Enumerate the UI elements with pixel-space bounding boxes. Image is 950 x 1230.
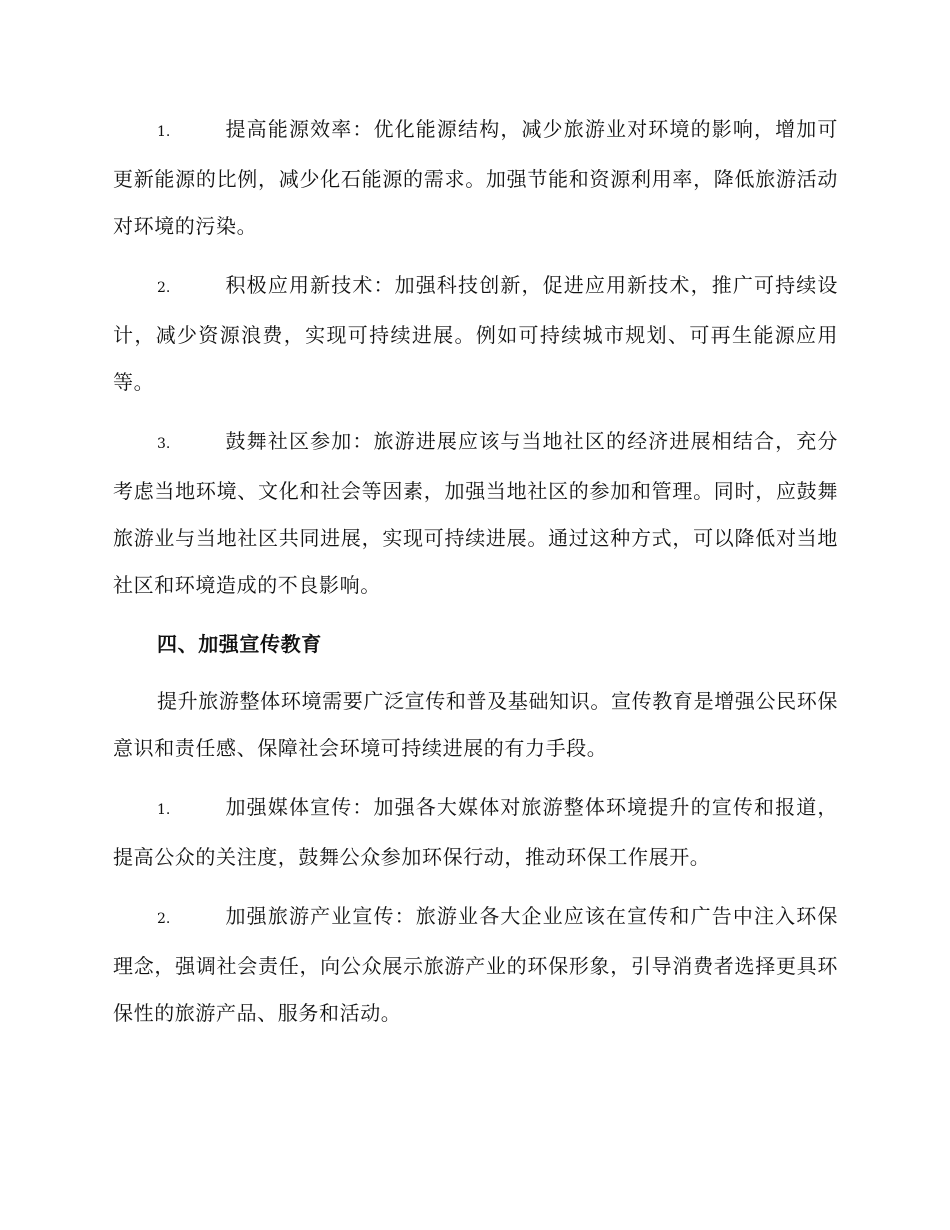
list-text: 积极应用新技术：加强科技创新，促进应用新技术，推广可持续设计，减少资源浪费，实现可持续进展。例如可持续城市规划、可再生能源应用等。 [113,273,838,394]
section-heading: 四、加强宣传教育 [157,632,322,656]
document-body [113,106,838,1049]
list-number: 1. [157,802,171,818]
list-number: 3. [157,436,171,452]
list-text: 提高能源效率：优化能源结构，减少旅游业对环境的影响，增加可更新能源的比例，减少化石能源的需求。加强节能和资源利用率，降低旅游活动对环境的污染。 [113,117,838,238]
list-number: 2. [157,280,171,296]
section-intro: 提升旅游整体环境需要广泛宣传和普及基础知识。宣传教育是增强公民环保意识和责任感、保障社会环境可持续进展的有力手段。 [113,689,838,760]
list-item [113,262,838,406]
list-number: 2. [157,911,171,927]
list-text: 加强旅游产业宣传：旅游业各大企业应该在宣传和广告中注入环保理念，强调社会责任，向公众展示旅游产业的环保形象，引导消费者选择更具环保性的旅游产品、服务和活动。 [113,904,838,1025]
list-text: 加强媒体宣传：加强各大媒体对旅游整体环境提升的宣传和报道，提高公众的关注度，鼓舞公众参加环保行动，推动环保工作展开。 [113,795,838,869]
list-number: 1. [157,124,171,140]
list-text: 鼓舞社区参加：旅游进展应该与当地社区的经济进展相结合，充分考虑当地环境、文化和社会等因素，加强当地社区的参加和管理。同时，应鼓舞旅游业与当地社区共同进展，实现可持续进展。通过这种方式，可以降低对当地社区和环境造成的不良影响。 [113,429,838,597]
list-item [113,893,838,1037]
list-item [113,106,838,250]
list-item [113,784,838,881]
list-item [113,418,838,609]
